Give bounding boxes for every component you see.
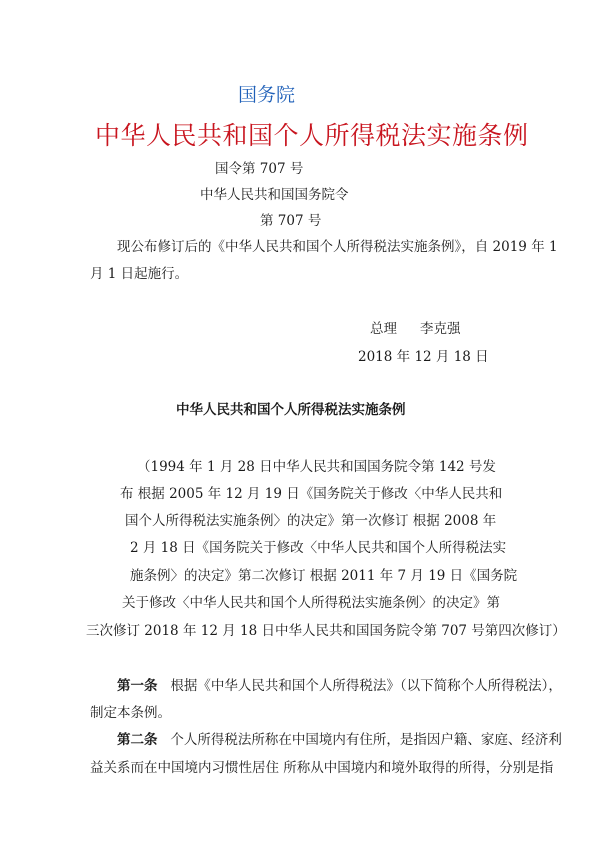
- document-title: 中华人民共和国个人所得税法实施条例: [95, 121, 529, 150]
- history-line: 2 月 18 日《国务院关于修改〈中华人民共和国个人所得税法实: [130, 540, 507, 556]
- history-line: 三次修订 2018 年 12 月 18 日中华人民共和国国务院令第 707 号第四次修订）: [86, 623, 566, 639]
- decree-body-line: 月 1 日起施行。: [90, 266, 189, 282]
- decree-date: 2018 年 12 月 18 日: [358, 349, 489, 365]
- article-line: [117, 734, 562, 748]
- regulation-title: 中华人民共和国个人所得税法实施条例: [176, 402, 406, 418]
- decree-ref-line: 国令第 707 号: [215, 161, 304, 177]
- decree-authority: 中华人民共和国国务院令: [200, 187, 349, 203]
- decree-number: 第 707 号: [260, 213, 322, 229]
- decree-body-line: 现公布修订后的《中华人民共和国个人所得税法实施条例》，自 2019 年 1: [117, 239, 558, 255]
- history-line: 施条例〉的决定》第二次修订 根据 2011 年 7 月 19 日《国务院: [130, 568, 518, 584]
- article-text: 个人所得税法所称在中国境内有住所，是指因户籍、家庭、经济利: [170, 732, 562, 748]
- signer-name: 李克强: [420, 321, 461, 337]
- history-line: （1994 年 1 月 28 日中华人民共和国国务院令第 142 号发: [137, 459, 496, 475]
- signer-title: 总理: [370, 321, 397, 337]
- article-line: 益关系而在中国境内习惯性居住 所称从中国境内和境外取得的所得，分别是指: [90, 760, 554, 776]
- history-line: 布 根据 2005 年 12 月 19 日《国务院关于修改〈中华人民共和: [120, 486, 503, 502]
- history-line: 关于修改〈中华人民共和国个人所得税法实施条例〉的决定》第: [122, 595, 500, 611]
- article-line: [117, 680, 562, 694]
- article-text: 根据《中华人民共和国个人所得税法》（以下简称个人所得税法），: [170, 678, 562, 694]
- issuer-heading: 国务院: [238, 84, 296, 106]
- article-label: 第一条: [117, 678, 158, 694]
- article-label: 第二条: [117, 732, 158, 748]
- article-line: 制定本条例。: [90, 705, 171, 721]
- history-line: 国个人所得税法实施条例〉的决定》第一次修订 根据 2008 年: [125, 513, 497, 529]
